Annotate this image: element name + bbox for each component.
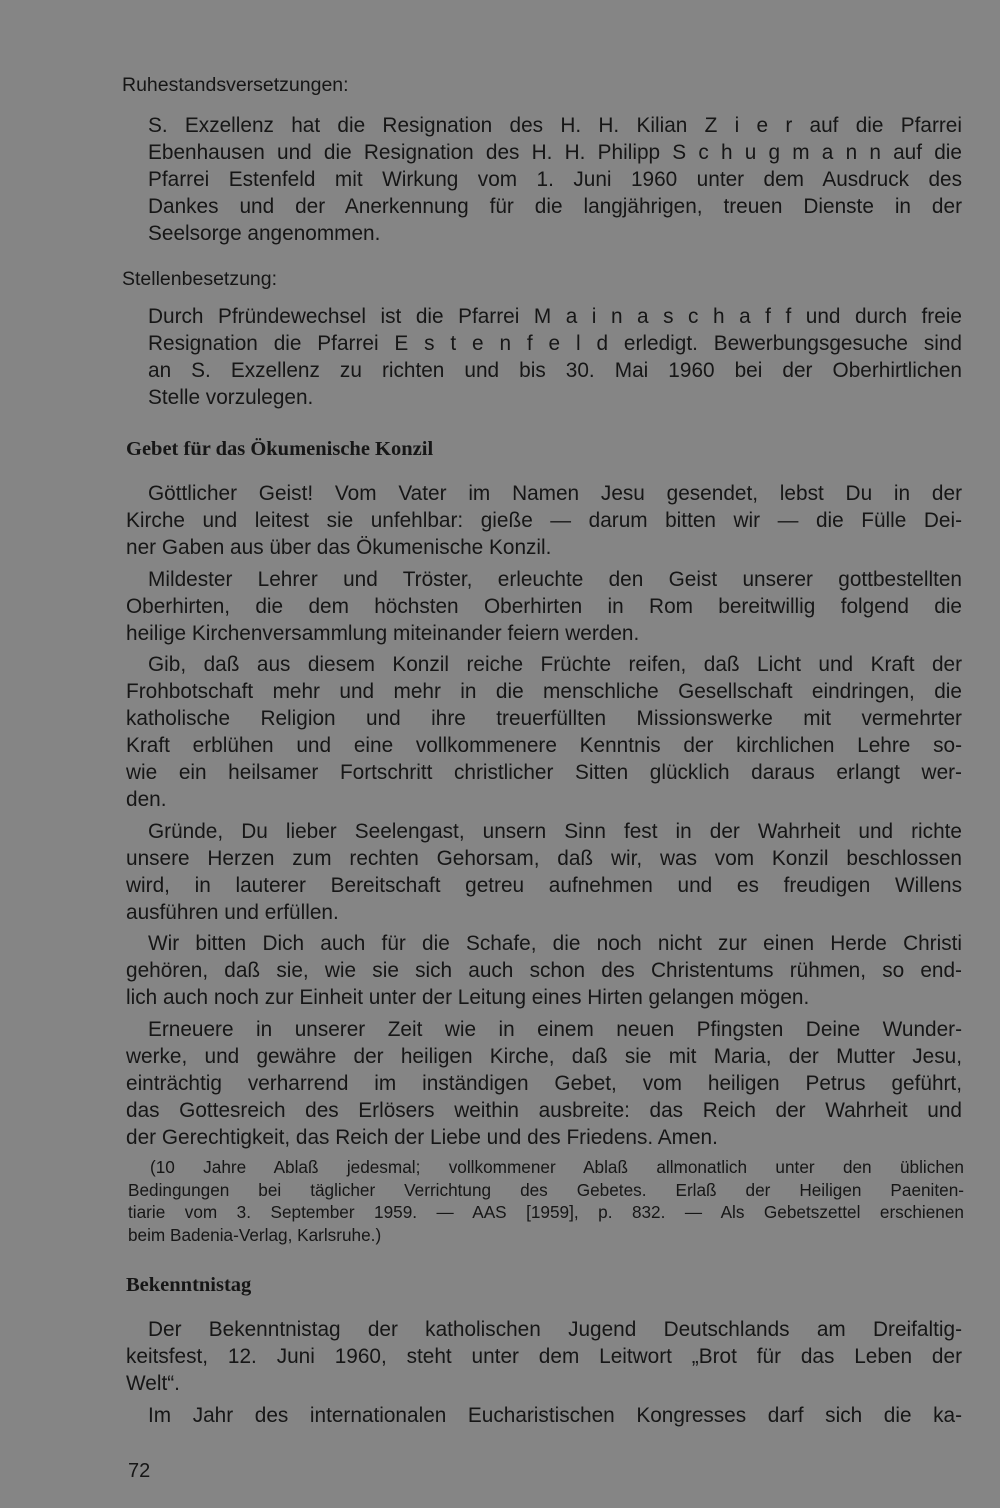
text-line: einträchtig verharrend im inständigen Gebet, vom heiligen Petrus geführt, xyxy=(126,1072,962,1095)
text-line: Oberhirten, die dem höchsten Oberhirten in Rom bereitwillig folgend die xyxy=(126,595,962,618)
prayer-paragraph-2 xyxy=(126,566,962,647)
text-line: ner Gaben aus über das Ökumenische Konzil. xyxy=(126,536,552,559)
heading-prayer: Gebet für das Ökumenische Konzil xyxy=(126,438,434,460)
text-line: Gründe, Du lieber Seelengast, unsern Sinn fest in der Wahrheit und richte xyxy=(148,820,962,843)
text-line: werke, und gewähre der heiligen Kirche, daß sie mit Maria, der Mutter Jesu, xyxy=(126,1045,962,1068)
text-line: Im Jahr des internationalen Eucharistischen Kongresses darf sich die ka- xyxy=(148,1404,962,1427)
note-line: (10 Jahre Ablaß jedesmal; vollkommener Ablaß allmonatlich unter den üblichen xyxy=(150,1157,964,1177)
text-line: keitsfest, 12. Juni 1960, steht unter dem Leitwort „Brot für das Leben der xyxy=(126,1345,962,1368)
text-line: das Gottesreich des Erlösers weithin ausbreite: das Reich der Wahrheit und xyxy=(126,1099,962,1122)
paragraph-retirement xyxy=(148,112,962,247)
heading-appointment: Stellenbesetzung: xyxy=(122,268,278,290)
prayer-paragraph-4 xyxy=(126,818,962,926)
text-line: Frohbotschaft mehr und mehr in die menschliche Gesellschaft eindringen, die xyxy=(126,680,962,703)
paragraph-appointment xyxy=(148,303,962,411)
text-line: Welt“. xyxy=(126,1372,180,1395)
text-line: wie ein heilsamer Fortschritt christlicher Sitten glücklich daraus erlangt wer- xyxy=(126,761,962,784)
text-line: lich auch noch zur Einheit unter der Leitung eines Hirten gelangen mögen. xyxy=(126,986,810,1009)
note-line: Bedingungen bei täglicher Verrichtung des Gebetes. Erlaß der Heiligen Paeniten- xyxy=(128,1179,964,1200)
text-line: Durch Pfründewechsel ist die Pfarrei M a i n a s c h a f f und durch freie xyxy=(148,305,962,328)
text-line: Der Bekenntnistag der katholischen Jugend Deutschlands am Dreifaltig- xyxy=(148,1318,962,1341)
text-line: ausführen und erfüllen. xyxy=(126,901,339,924)
text-line: S. Exzellenz hat die Resignation des H. H. Kilian Z i e r auf die Pfarrei xyxy=(148,114,962,137)
text-line: Dankes und der Anerkennung für die langjährigen, treuen Dienste in der xyxy=(148,195,962,218)
prayer-paragraph-1 xyxy=(126,480,962,561)
text-line: Gib, daß aus diesem Konzil reiche Früchte reifen, daß Licht und Kraft der xyxy=(148,653,962,676)
note-line: beim Badenia-Verlag, Karlsruhe.) xyxy=(128,1224,382,1245)
text-line: den. xyxy=(126,788,167,811)
text-line: Kraft erblühen und eine vollkommenere Kenntnis der kirchlichen Lehre so- xyxy=(126,734,962,757)
text-line: Wir bitten Dich auch für die Schafe, die noch nicht zur einen Herde Christi xyxy=(148,932,962,955)
text-line: Seelsorge angenommen. xyxy=(148,222,381,245)
prayer-indulgence-note xyxy=(128,1156,964,1246)
text-line: heilige Kirchenversammlung miteinander feiern werden. xyxy=(126,622,640,645)
heading-retirement: Ruhestandsversetzungen: xyxy=(122,74,349,96)
text-line: Pfarrei Estenfeld mit Wirkung vom 1. Juni 1960 unter dem Ausdruck des xyxy=(148,168,962,191)
text-line: katholische Religion und ihre treuerfüllten Missionswerke mit vermehrter xyxy=(126,707,962,730)
text-line: Ebenhausen und die Resignation des H. H. Philipp S c h u g m a n n auf die xyxy=(148,141,962,164)
text-line: der Gerechtigkeit, das Reich der Liebe und des Friedens. Amen. xyxy=(126,1126,718,1149)
text-line: gehören, daß sie, wie sie sich auch schon des Christentums rühmen, so end- xyxy=(126,959,962,982)
prayer-paragraph-3 xyxy=(126,651,962,813)
text-line: Göttlicher Geist! Vom Vater im Namen Jesu gesendet, lebst Du in der xyxy=(148,482,962,505)
page-number: 72 xyxy=(128,1460,151,1482)
text-line: Stelle vorzulegen. xyxy=(148,386,314,409)
note-line: tiarie vom 3. September 1959. — AAS [1959], p. 832. — Als Gebetszettel erschienen xyxy=(128,1202,964,1222)
text-line: unsere Herzen zum rechten Gehorsam, daß wir, was vom Konzil beschlossen xyxy=(126,847,962,870)
confession-paragraph-1 xyxy=(126,1316,962,1397)
prayer-paragraph-6 xyxy=(126,1016,962,1151)
confession-paragraph-2 xyxy=(126,1402,962,1429)
text-line: Mildester Lehrer und Tröster, erleuchte den Geist unserer gottbestellten xyxy=(148,568,962,591)
text-line: an S. Exzellenz zu richten und bis 30. Mai 1960 bei der Oberhirtlichen xyxy=(148,359,962,382)
heading-confession-day: Bekenntnistag xyxy=(126,1274,252,1296)
text-line: Kirche und leitest sie unfehlbar: gieße — darum bitten wir — die Fülle Dei- xyxy=(126,509,962,532)
text-line: Erneuere in unserer Zeit wie in einem neuen Pfingsten Deine Wunder- xyxy=(148,1018,962,1041)
text-line: Resignation die Pfarrei E s t e n f e l d erledigt. Bewerbungsgesuche sind xyxy=(148,332,962,355)
prayer-paragraph-5 xyxy=(126,930,962,1011)
text-line: wird, in lauterer Bereitschaft getreu aufnehmen und es freudigen Willens xyxy=(126,874,962,897)
